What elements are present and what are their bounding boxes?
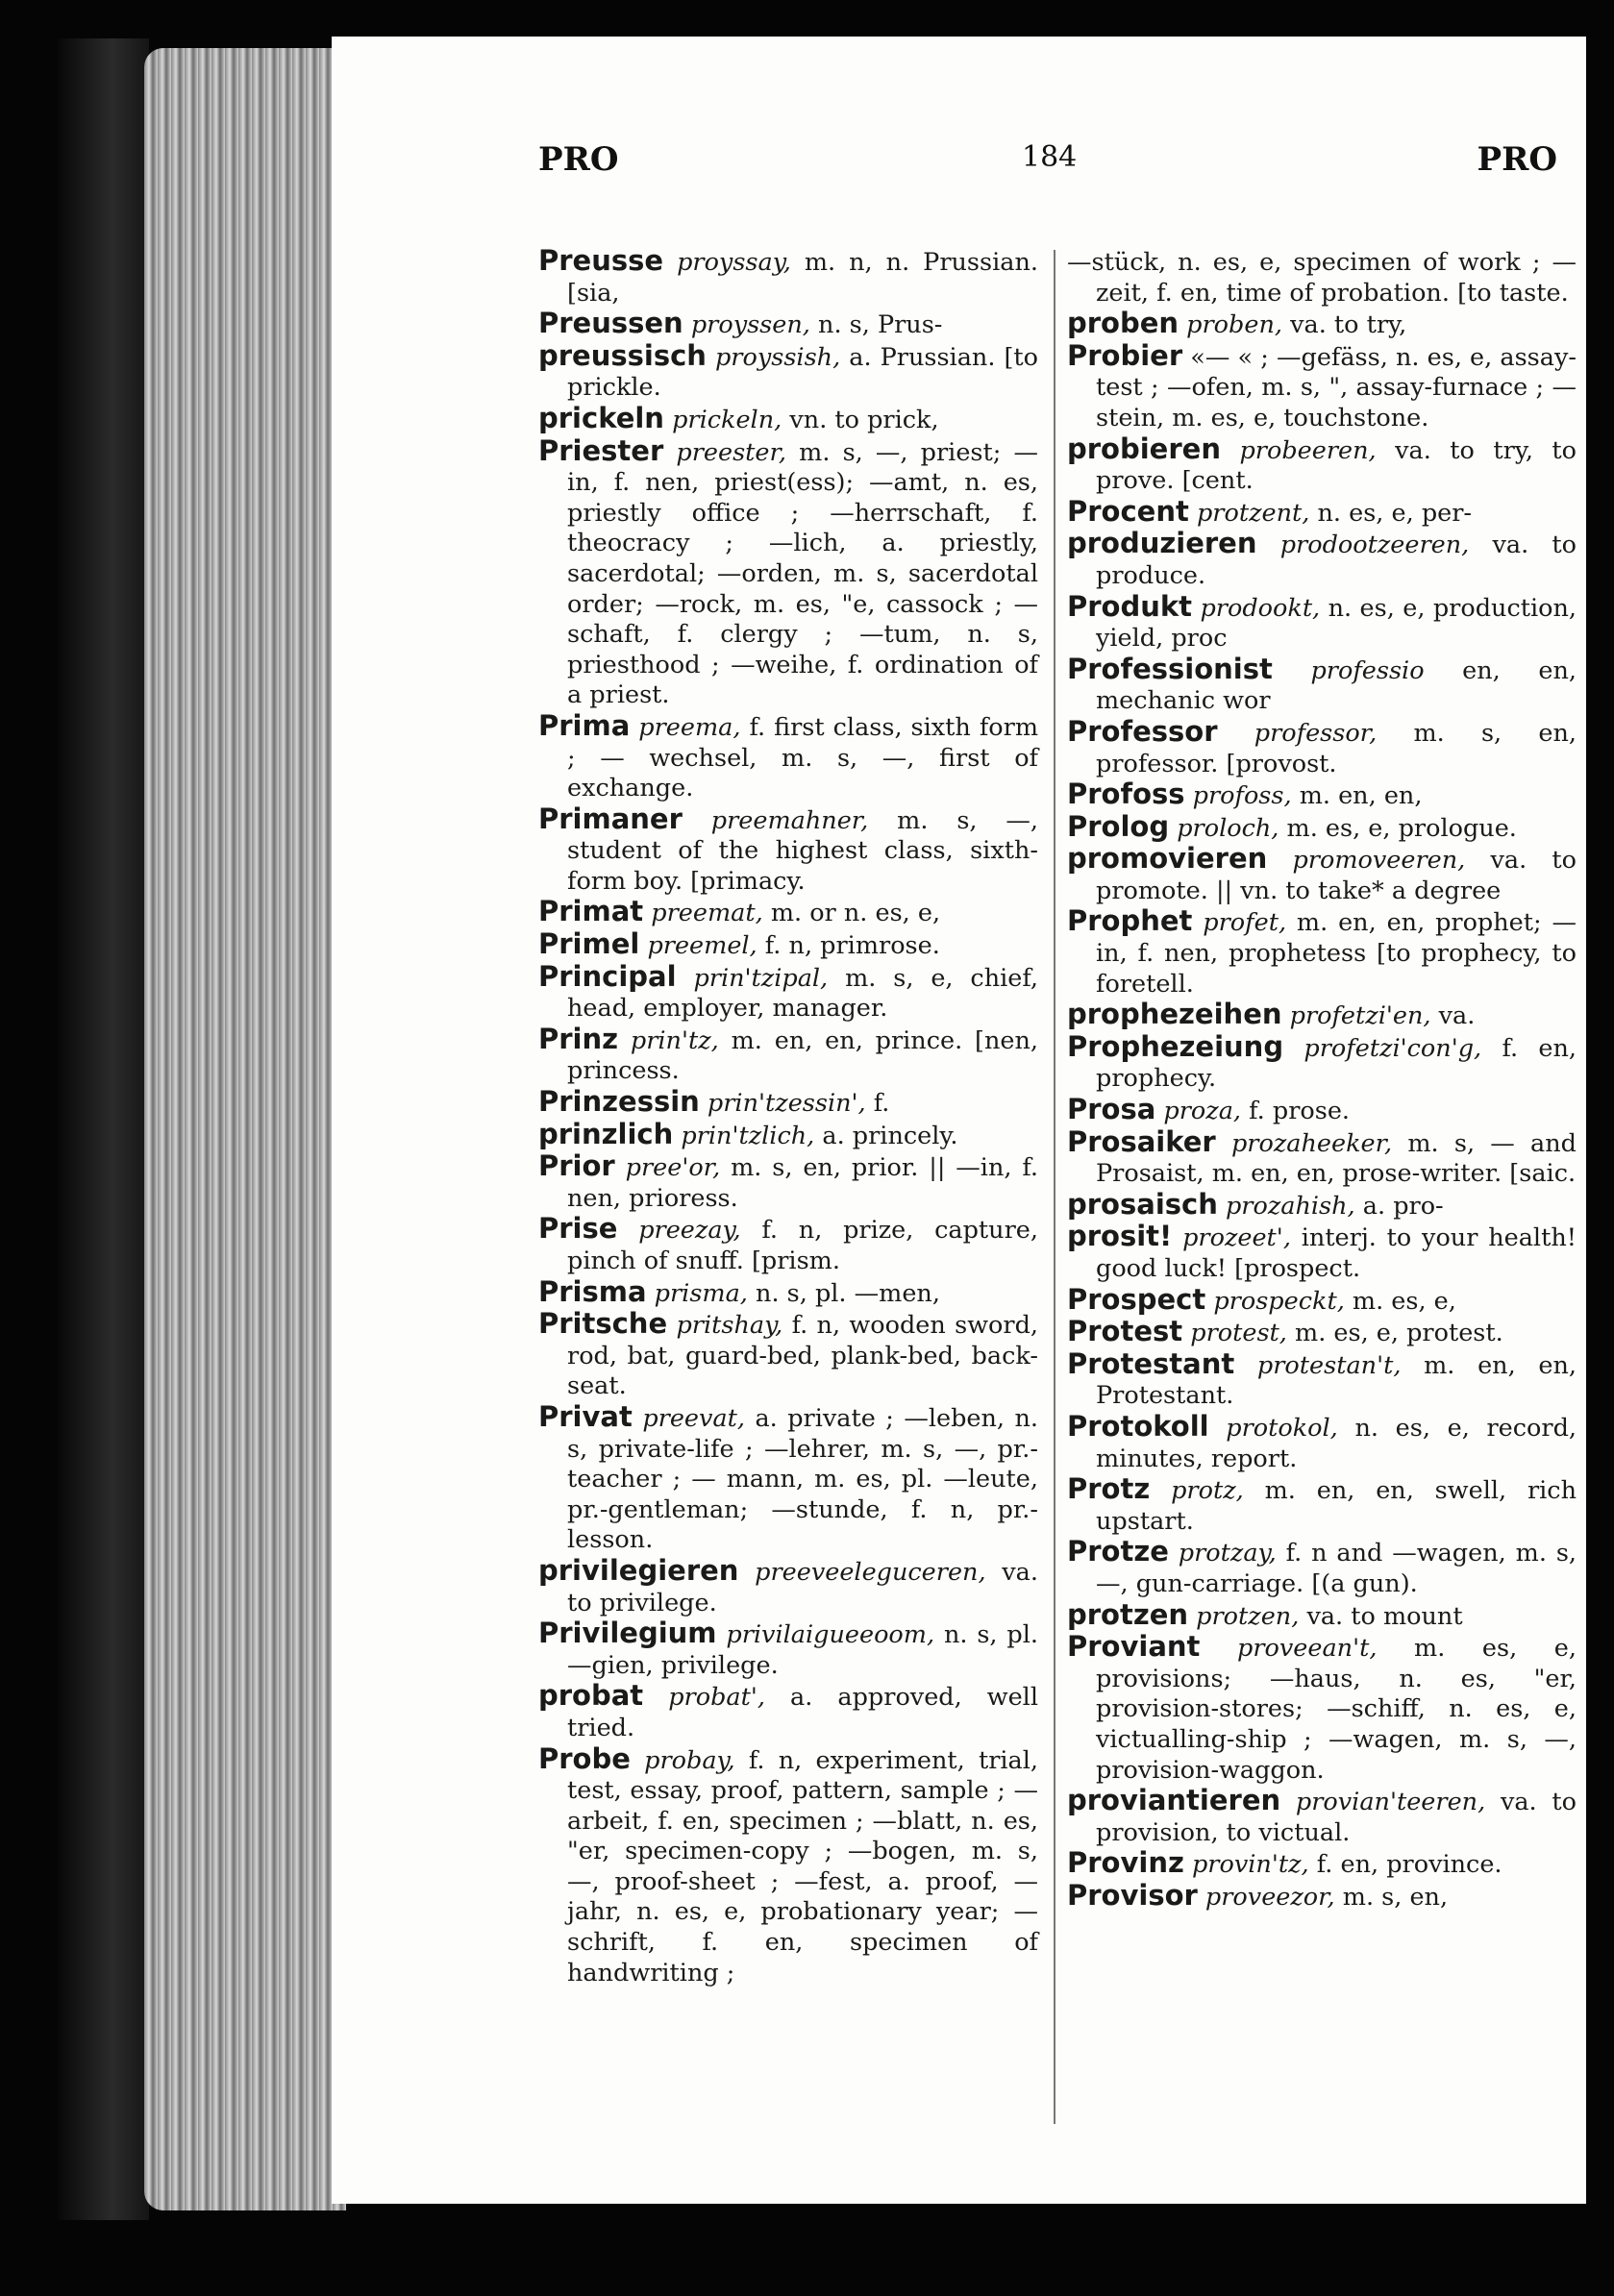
definition: m. or n. es, e, <box>770 899 941 928</box>
definition: va. to try, <box>1290 310 1407 340</box>
definition: n. es, e, per- <box>1317 498 1473 528</box>
pronunciation: preezay, <box>638 1216 741 1246</box>
book-spine <box>58 38 149 2220</box>
definition: n. es, e, record, minutes, report. <box>1096 1413 1577 1473</box>
dictionary-entry <box>538 1309 1038 1402</box>
headword: proben <box>1067 307 1179 340</box>
dictionary-entry <box>538 708 1038 804</box>
dictionary-entry <box>538 1741 1039 1989</box>
headword: Protestant <box>1067 1346 1235 1380</box>
pronunciation: proza, <box>1163 1097 1242 1126</box>
definition: interj. to your health! good luck! [prospect. <box>1096 1223 1577 1283</box>
definition: f. n and —wagen, m. s, —, gun-carriage. [(a gun). <box>1096 1539 1577 1598</box>
dictionary-entry <box>1067 1632 1577 1786</box>
headword: probieren <box>1067 432 1221 465</box>
pronunciation: protz, <box>1171 1476 1244 1506</box>
page-edges <box>144 48 346 2210</box>
definition: m. s, —, student of the highest class, sixth-form boy. [primacy. <box>567 805 1038 896</box>
definition: a. private ; —leben, n. s, private-life ; —lehrer, m. s, —, pr.-teacher ; — mann, m. es, pl. —leute, pr.-gentleman; —stunde, f. n, pr.-lesson. <box>567 1403 1039 1555</box>
headword: probat <box>538 1679 644 1713</box>
dictionary-entry <box>538 804 1038 898</box>
headword: Protze <box>1067 1535 1169 1568</box>
headword: Prophet <box>1067 904 1193 938</box>
headword: Prosaiker <box>1067 1124 1216 1158</box>
pronunciation: prospeckt, <box>1213 1286 1345 1316</box>
headword: prickeln <box>538 401 664 434</box>
headword: Pritsche <box>538 1307 668 1341</box>
headword: Prisma <box>538 1274 647 1308</box>
dictionary-entry <box>1067 714 1577 779</box>
pronunciation: prin'tz, <box>630 1025 719 1055</box>
dictionary-entry <box>1067 1187 1577 1222</box>
headword: prinzlich <box>538 1117 674 1150</box>
definition: m. es, e, prologue. <box>1286 813 1517 843</box>
headword: Professionist <box>1067 652 1273 685</box>
pronunciation: proloch, <box>1177 813 1279 843</box>
headword: preussisch <box>538 338 707 372</box>
dictionary-entry <box>1067 906 1577 1000</box>
pronunciation: professio <box>1310 655 1425 685</box>
headword: Primat <box>538 895 644 928</box>
dictionary-entry <box>1067 1474 1577 1537</box>
dictionary-entry <box>1067 1124 1577 1190</box>
definition: m. es, e, protest. <box>1295 1319 1503 1348</box>
dictionary-entry <box>1067 654 1577 717</box>
headword: Protz <box>1067 1472 1151 1506</box>
pronunciation: profet, <box>1203 908 1287 938</box>
dictionary-entry <box>1067 1346 1577 1412</box>
headword: Prinzessin <box>538 1085 700 1119</box>
dictionary-entry <box>538 897 1038 929</box>
dictionary-entry <box>538 1399 1039 1556</box>
headword: Procent <box>1067 494 1189 528</box>
headword: Prior <box>538 1149 615 1183</box>
pronunciation: provin'tz, <box>1191 1850 1309 1880</box>
definition: f. en, province. <box>1316 1850 1502 1880</box>
headword: Proviant <box>1067 1630 1201 1664</box>
definition: a. pro- <box>1362 1191 1444 1221</box>
pronunciation: proben, <box>1186 310 1282 340</box>
headword: Professor <box>1067 714 1218 748</box>
headword: Protokoll <box>1067 1409 1209 1443</box>
dictionary-entry <box>1067 779 1577 812</box>
dictionary-entry <box>1067 1848 1577 1881</box>
definition: m. s, e, chief, head, employer, manager. <box>567 963 1038 1024</box>
definition: m. en, en, prophet; —in, f. nen, prophetess [to prophecy, to foretell. <box>1096 908 1577 999</box>
dictionary-entry <box>1067 1597 1577 1633</box>
pronunciation: preester, <box>676 437 787 467</box>
pronunciation: probay, <box>644 1745 735 1775</box>
dictionary-entry <box>538 1087 1038 1120</box>
headword: proviantieren <box>1067 1784 1281 1817</box>
definition: a. Prussian. [to prickle. <box>567 342 1039 403</box>
dictionary-entry <box>538 309 1038 341</box>
pronunciation: prin'tzessin', <box>707 1089 866 1119</box>
headword: Primel <box>538 927 640 961</box>
pronunciation: preemat, <box>651 899 763 928</box>
definition: n. s, pl. —men, <box>756 1278 940 1308</box>
pronunciation: proveean't, <box>1237 1634 1378 1664</box>
pronunciation: protzent, <box>1196 498 1310 528</box>
definition: va. to mount <box>1306 1601 1463 1631</box>
definition: va. to try, to prove. [cent. <box>1096 435 1577 496</box>
headword: Priester <box>538 433 664 467</box>
definition: m. s, en, prior. || —in, f. nen, prioress. <box>567 1153 1039 1213</box>
pronunciation: protokol, <box>1226 1413 1338 1443</box>
pronunciation: preemahner, <box>710 805 869 835</box>
definition: —stück, n. es, e, specimen of work ; — zeit, f. en, time of probation. [to taste. <box>1067 248 1577 308</box>
definition: f. n, primrose. <box>764 931 940 961</box>
definition: n. es, e, production, yield, proc <box>1096 593 1577 654</box>
headword: produzieren <box>1067 527 1257 560</box>
dictionary-page <box>332 37 1586 2204</box>
definition: m. es, e, <box>1352 1286 1456 1316</box>
definition: en, en, mechanic wor <box>1096 655 1577 716</box>
dictionary-entry <box>1067 1786 1577 1848</box>
headword: Provisor <box>1067 1878 1198 1912</box>
left-column <box>538 246 1038 1988</box>
definition: m. s, en, professor. [provost. <box>1096 718 1577 778</box>
pronunciation: preevat, <box>642 1403 745 1433</box>
running-head-left: PRO <box>538 140 619 179</box>
headword: Preusse <box>538 244 664 277</box>
definition: f. n, prize, capture, pinch of snuff. [prism. <box>567 1216 1038 1275</box>
dictionary-entry <box>538 929 1038 962</box>
headword: Provinz <box>1067 1846 1184 1880</box>
dictionary-entry <box>538 338 1039 404</box>
dictionary-entry <box>1067 494 1577 530</box>
headword: privilegieren <box>538 1553 739 1587</box>
pronunciation: prozaheeker, <box>1230 1128 1393 1158</box>
pronunciation: prozeet', <box>1182 1223 1291 1253</box>
definition: m. s, — and Prosaist, m. en, en, prose-writer. [saic. <box>1096 1128 1577 1189</box>
pronunciation: protzen, <box>1196 1601 1300 1631</box>
running-head-right: PRO <box>1477 140 1557 179</box>
headword: Prima <box>538 708 631 742</box>
dictionary-entry <box>538 1618 1038 1681</box>
headword: Probier <box>1067 338 1183 372</box>
definition: f. prose. <box>1249 1097 1351 1126</box>
pronunciation: pritshay, <box>676 1311 783 1341</box>
pronunciation: protestan't, <box>1256 1350 1402 1380</box>
definition: va. to promote. || vn. to take* a degree <box>1096 846 1577 905</box>
headword: Profoss <box>1067 778 1185 811</box>
pronunciation: protzay, <box>1178 1539 1277 1568</box>
dictionary-entry <box>1067 1537 1577 1599</box>
headword: Principal <box>538 959 677 993</box>
headword: Produkt <box>1067 589 1193 623</box>
definition: a. princely. <box>822 1121 958 1150</box>
headword: Probe <box>538 1741 631 1775</box>
pronunciation: prodootzeeren, <box>1279 531 1470 560</box>
dictionary-entry <box>1067 309 1577 341</box>
dictionary-entry <box>538 1681 1038 1743</box>
pronunciation: prin'tzipal, <box>693 963 829 993</box>
headword: Protest <box>1067 1315 1183 1348</box>
pronunciation: profetzi'en, <box>1289 1001 1431 1031</box>
pronunciation: provian'teeren, <box>1295 1788 1486 1817</box>
pronunciation: profetzi'con'g, <box>1304 1033 1482 1063</box>
definition: f. <box>873 1089 890 1119</box>
pronunciation: probeeren, <box>1239 435 1377 465</box>
definition: va. to produce. <box>1096 531 1577 590</box>
pronunciation: proyssen, <box>690 310 810 340</box>
page-number: 184 <box>1022 140 1078 174</box>
headword: Privilegium <box>538 1617 717 1650</box>
definition: m. en, en, prince. [nen, princess. <box>567 1025 1039 1086</box>
dictionary-entry <box>538 1553 1038 1618</box>
dictionary-entry <box>1067 1282 1577 1318</box>
dictionary-entry <box>1067 809 1577 845</box>
column-divider <box>1054 250 1055 2124</box>
right-column <box>1067 246 1577 1913</box>
definition: m. en, en, <box>1299 781 1423 811</box>
dictionary-entry <box>1067 1222 1577 1284</box>
dictionary-entry <box>1067 338 1577 434</box>
definition: m. s, en, <box>1342 1882 1449 1912</box>
headword: prosaisch <box>1067 1187 1218 1221</box>
headword: prosit! <box>1067 1220 1173 1253</box>
headword: promovieren <box>1067 842 1268 876</box>
definition: n. s, Prus- <box>818 310 943 340</box>
pronunciation: professor, <box>1254 718 1378 748</box>
definition: m. es, e, provisions; —haus, n. es, "er, provision-stores; —schiff, n. es, e, victualling-ship ; —wagen, m. s, —, provision-waggon. <box>1096 1634 1577 1785</box>
dictionary-entry <box>538 1214 1038 1276</box>
pronunciation: prozahish, <box>1225 1191 1355 1221</box>
pronunciation: preeveeleguceren, <box>755 1557 986 1587</box>
pronunciation: promoveeren, <box>1292 846 1466 876</box>
pronunciation: pree'or, <box>625 1153 721 1183</box>
dictionary-entry <box>538 1274 1038 1310</box>
pronunciation: proyssish, <box>714 342 841 372</box>
definition: f. first class, sixth form ; — wechsel, m. s, —, first of exchange. <box>567 712 1038 803</box>
pronunciation: prickeln, <box>672 405 782 434</box>
pronunciation: proyssay, <box>677 248 791 277</box>
dictionary-entry <box>1067 434 1577 497</box>
definition: a. approved, well tried. <box>567 1683 1038 1742</box>
definition: va. <box>1438 1001 1476 1031</box>
dictionary-entry <box>538 1022 1039 1087</box>
dictionary-entry <box>1067 589 1577 654</box>
definition: f. en, prophecy. <box>1096 1033 1577 1094</box>
headword: Prise <box>538 1212 618 1246</box>
definition: f. n, wooden sword, rod, bat, guard-bed, plank-bed, back-seat. <box>567 1311 1039 1401</box>
headword: Prospect <box>1067 1282 1206 1316</box>
definition: n. s, pl. —gien, privilege. <box>567 1620 1038 1680</box>
pronunciation: preema, <box>638 712 741 742</box>
definition: f. n, experiment, trial, test, essay, proof, pattern, sample ; —arbeit, f. en, specimen ; —blatt, n. es, "er, specimen-copy ; —bogen, m. s, —, proof-sheet ; —fest, a. proof, —jahr, n. es, e, probationary year; —schrift, f. en, specimen of handwriting ; <box>567 1745 1039 1987</box>
pronunciation: prin'tzlich, <box>681 1121 815 1150</box>
headword: Preussen <box>538 307 683 340</box>
pronunciation: protest, <box>1190 1319 1287 1348</box>
dictionary-entry <box>1067 1095 1577 1127</box>
pronunciation: prodookt, <box>1200 593 1321 623</box>
dictionary-entry <box>538 1117 1038 1152</box>
definition: vn. to prick, <box>789 405 939 434</box>
dictionary-entry <box>1067 246 1577 309</box>
dictionary-entry <box>538 1151 1038 1214</box>
dictionary-entry <box>1067 1317 1577 1349</box>
pronunciation: probat', <box>668 1683 765 1713</box>
dictionary-entry <box>1067 1000 1577 1032</box>
definition: m. s, —, priest; —in, f. nen, priest(ess); —amt, n. es, priestly office ; —herrschaft, f. theocracy ; —lich, a. priestly, sacerdotal; —orden, m. s, sacerdotal order; —rock, m. es, "e, cassock ; —schaft, f. clergy ; —tum, n. s, priesthood ; —weihe, f. ordination of a priest. <box>567 437 1038 710</box>
definition: m. en, en, Protestant. <box>1096 1350 1577 1411</box>
dictionary-entry <box>1067 1409 1577 1474</box>
headword: Prophezeiung <box>1067 1029 1284 1063</box>
headword: Prolog <box>1067 809 1170 843</box>
headword: Prinz <box>538 1022 619 1055</box>
pronunciation: prisma, <box>654 1278 748 1308</box>
dictionary-entry <box>1067 844 1577 906</box>
headword: Prosa <box>1067 1093 1156 1126</box>
definition: va. to privilege. <box>567 1557 1038 1617</box>
dictionary-entry <box>538 433 1038 711</box>
pronunciation: privilaigueeoom, <box>726 1620 935 1650</box>
dictionary-entry <box>538 401 1038 436</box>
definition: «— « ; —gefäss, n. es, e, assay-test ; —ofen, m. s, ", assay-furnace ; —stein, m. es, e, touchstone. <box>1096 342 1577 432</box>
pronunciation: proveezor, <box>1204 1882 1335 1912</box>
definition: va. to provision, to victual. <box>1096 1788 1577 1847</box>
pronunciation: profoss, <box>1192 781 1292 811</box>
headword: Privat <box>538 1399 633 1433</box>
headword: protzen <box>1067 1597 1189 1631</box>
dictionary-entry <box>538 246 1038 309</box>
dictionary-entry <box>1067 1029 1577 1095</box>
dictionary-entry <box>538 959 1038 1025</box>
dictionary-entry <box>1067 1878 1577 1913</box>
definition: m. n, n. Prussian. [sia, <box>567 248 1038 308</box>
headword: prophezeihen <box>1067 998 1282 1031</box>
dictionary-entry <box>1067 529 1577 591</box>
headword: Primaner <box>538 802 683 835</box>
definition: m. en, en, swell, rich upstart. <box>1096 1476 1577 1536</box>
pronunciation: preemel, <box>647 931 757 961</box>
